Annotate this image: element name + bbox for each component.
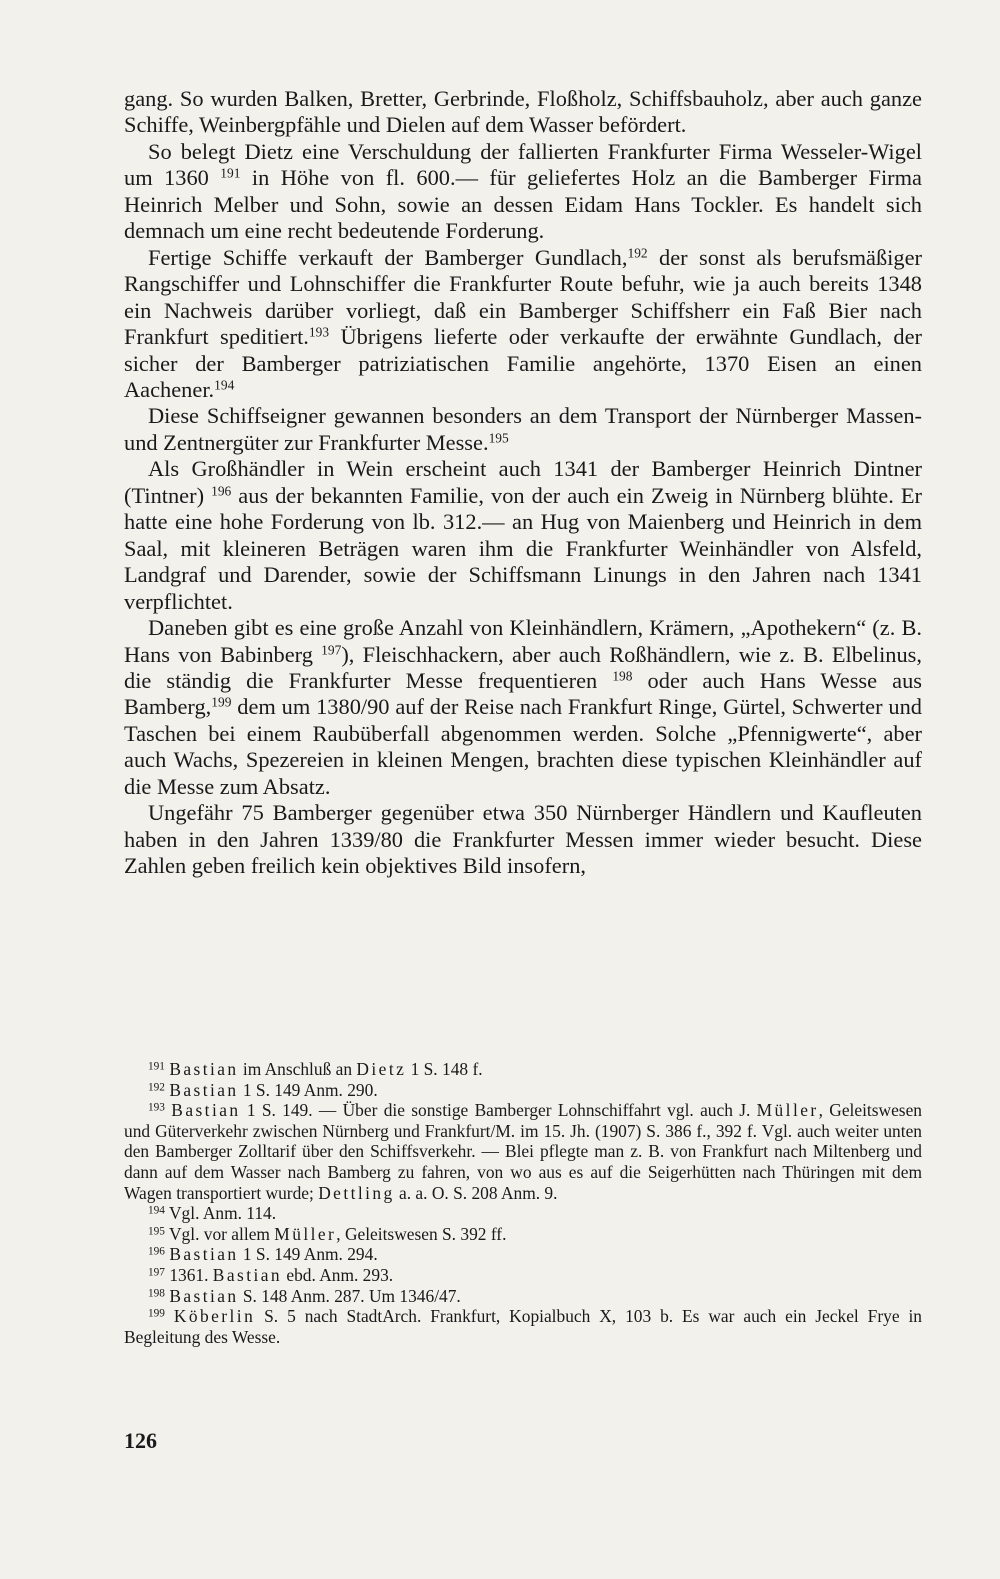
footnotes — [124, 1059, 922, 1347]
footnote-number: 198 — [148, 1286, 165, 1299]
text-run: der sonst als berufsmäßiger Rangschiffer und Lohnschiffer die Frankfurter Route befuhr, wie ja auch bereits 1348 ein Nachweis darüber vorliegt, daß ein Bamberger Schiffsherr ein Faß Bier nach Frankfurt speditiert. — [124, 244, 922, 350]
text-run: Vgl. Anm. 114. — [169, 1203, 277, 1224]
text-run: 1 S. 148 f. — [406, 1059, 483, 1079]
spaced-author-name: Bastian — [212, 1264, 283, 1285]
spaced-author-name: Dietz — [356, 1059, 407, 1079]
main-text — [124, 86, 922, 880]
footnote-reference: 198 — [612, 668, 633, 684]
footnote — [124, 1059, 922, 1080]
text-run: ), Fleischhackern, aber auch Roßhändlern, wie z. B. Elbelinus, die ständig die Frankfurter Messe frequentieren — [124, 641, 922, 693]
paragraph — [124, 139, 922, 245]
footnote-number: 199 — [148, 1307, 165, 1320]
page-number: 126 — [124, 1428, 157, 1453]
footnote — [124, 1286, 922, 1307]
spaced-author-name: Dettling — [318, 1182, 395, 1203]
text-run: Daneben gibt es eine große Anzahl von Kleinhändlern, Krämern, „Apothekern“ (z. B. Hans von Babinberg — [124, 615, 922, 667]
footnote-reference: 195 — [488, 430, 509, 446]
spaced-author-name: Bastian — [169, 1059, 239, 1079]
footnote-reference: 193 — [308, 324, 330, 340]
text-run: Fertige Schiffe verkauft der Bamberger Gundlach, — [148, 244, 628, 270]
footnote — [124, 1244, 922, 1265]
spaced-author-name: Bastian — [169, 1285, 239, 1306]
text-run: , Geleitswesen und Güterverkehr zwischen Nürnberg und Frankfurt/M. im 15. Jh. (1907) S. 386 f., 392 f. Vgl. auch weiter unten den Bamberger Zolltarif über den Schiffsverkehr. — Blei pflegte man z. B. von Frankfurt nach Miltenberg und dann auf dem Wasser nach Bamberg zu fahren, von wo aus es auf die Seigerhütten nach Thüringen mit dem Wagen transportiert wurde; — [124, 1100, 922, 1203]
footnote-reference: 192 — [627, 245, 648, 261]
footnote-reference: 197 — [321, 642, 342, 658]
footnote-reference: 196 — [211, 483, 232, 499]
text-run: in Höhe von fl. 600.— für geliefertes Holz an die Bamberger Firma Heinrich Melber und Sohn, sowie an dessen Eidam Hans Tockler. Es handelt sich demnach um eine recht bedeutende Forderung. — [124, 165, 922, 244]
footnote-number: 195 — [148, 1225, 165, 1238]
text-run: aus der bekannten Familie, von der auch ein Zweig in Nürnberg blühte. Er hatte eine hohe Forderung von lb. 312.— an Hug von Maienberg und Heinrich in dem Saal, mit kleineren Beträgen waren ihm die Frankfurter Weinhändler von Alsfeld, Landgraf und Darender, sowie der Schiffsmann Linungs in den Jahren nach 1341 verpflichtet. — [124, 482, 922, 614]
text-run: 1 S. 149 Anm. 294. — [238, 1244, 378, 1265]
footnote-number: 194 — [148, 1204, 165, 1217]
footnote-number: 191 — [148, 1060, 165, 1073]
text-run: S. 5 nach StadtArch. Frankfurt, Kopialbuch X, 103 b. Es war auch ein Jeckel Frye in Begleitung des Wesse. — [124, 1306, 922, 1347]
spaced-author-name: Köberlin — [173, 1306, 256, 1327]
text-run: gang. So wurden Balken, Bretter, Gerbrinde, Floßholz, Schiffsbauholz, aber auch ganze Schiffe, Weinbergpfähle und Dielen auf dem Wasser befördert. — [124, 86, 922, 138]
text-run: Als Großhändler in Wein erscheint auch 1341 der Bamberger Heinrich Dintner (Tintner) — [124, 456, 922, 508]
text-run: dem um 1380/90 auf der Reise nach Frankfurt Ringe, Gürtel, Schwerter und Taschen bei einem Raubüberfall abgenommen werden. Solche „Pfennigwerte“, aber auch Wachs, Spezereien in kleinen Mengen, brachten diese typischen Kleinhändler auf die Messe zum Absatz. — [124, 694, 922, 799]
spaced-author-name: Müller — [756, 1100, 819, 1121]
footnote-number: 193 — [148, 1101, 165, 1114]
text-run: oder auch Hans Wesse aus Bamberg, — [124, 667, 922, 720]
spaced-author-name: Müller — [274, 1223, 337, 1244]
paragraph — [124, 615, 922, 800]
footnote-reference: 194 — [214, 377, 235, 393]
footnote — [124, 1080, 922, 1101]
footnote — [124, 1265, 922, 1286]
paragraph — [124, 245, 922, 404]
footnote — [124, 1306, 922, 1347]
text-run: So belegt Dietz eine Verschuldung der fallierten Frankfurter Firma Wesseler-Wigel um 1360 — [124, 138, 922, 191]
text-run: Vgl. vor allem — [169, 1223, 275, 1244]
text-run: Übrigens lieferte oder verkaufte der erwähnte Gundlach, der sicher der Bamberger patriziatischen Familie angehörte, 1370 Eisen an einen Aachener. — [124, 324, 922, 402]
footnote — [124, 1224, 922, 1245]
text-run: Ungefähr 75 Bamberger gegenüber etwa 350 Nürnberger Händlern und Kaufleuten haben in den Jahren 1339/80 die Frankfurter Messen immer wieder besucht. Diese Zahlen geben freilich kein objektives Bild insofern, — [124, 800, 922, 879]
spaced-author-name: Bastian — [169, 1244, 239, 1265]
footnote — [124, 1100, 922, 1203]
footnote-number: 192 — [148, 1080, 165, 1093]
text-run: , Geleitswesen S. 392 ff. — [336, 1223, 507, 1244]
paragraph — [124, 86, 922, 139]
paragraph — [124, 456, 922, 615]
text-run: 1 S. 149. — Über die sonstige Bamberger Lohnschiffahrt vgl. auch J. — [240, 1100, 757, 1121]
footnote — [124, 1203, 922, 1224]
paragraph — [124, 800, 922, 879]
text-run: a. a. O. S. 208 Anm. 9. — [394, 1182, 558, 1203]
text-run: 1 S. 149 Anm. 290. — [238, 1079, 378, 1100]
text-run: ebd. Anm. 293. — [282, 1264, 394, 1285]
footnote-reference: 191 — [220, 165, 241, 181]
text-run: Diese Schiffseigner gewannen besonders an dem Transport der Nürnberger Massen- und Zentnergüter zur Frankfurter Messe. — [124, 403, 922, 455]
text-run: im Anschluß an — [238, 1059, 357, 1079]
text-run: S. 148 Anm. 287. Um 1346/47. — [238, 1285, 461, 1306]
text-run: 1361. — [169, 1264, 213, 1285]
footnote-reference: 199 — [211, 695, 232, 711]
paragraph — [124, 403, 922, 456]
footnote-number: 196 — [148, 1245, 165, 1258]
spaced-author-name: Bastian — [169, 1079, 239, 1100]
spaced-author-name: Bastian — [171, 1100, 241, 1121]
footnote-number: 197 — [148, 1266, 165, 1279]
